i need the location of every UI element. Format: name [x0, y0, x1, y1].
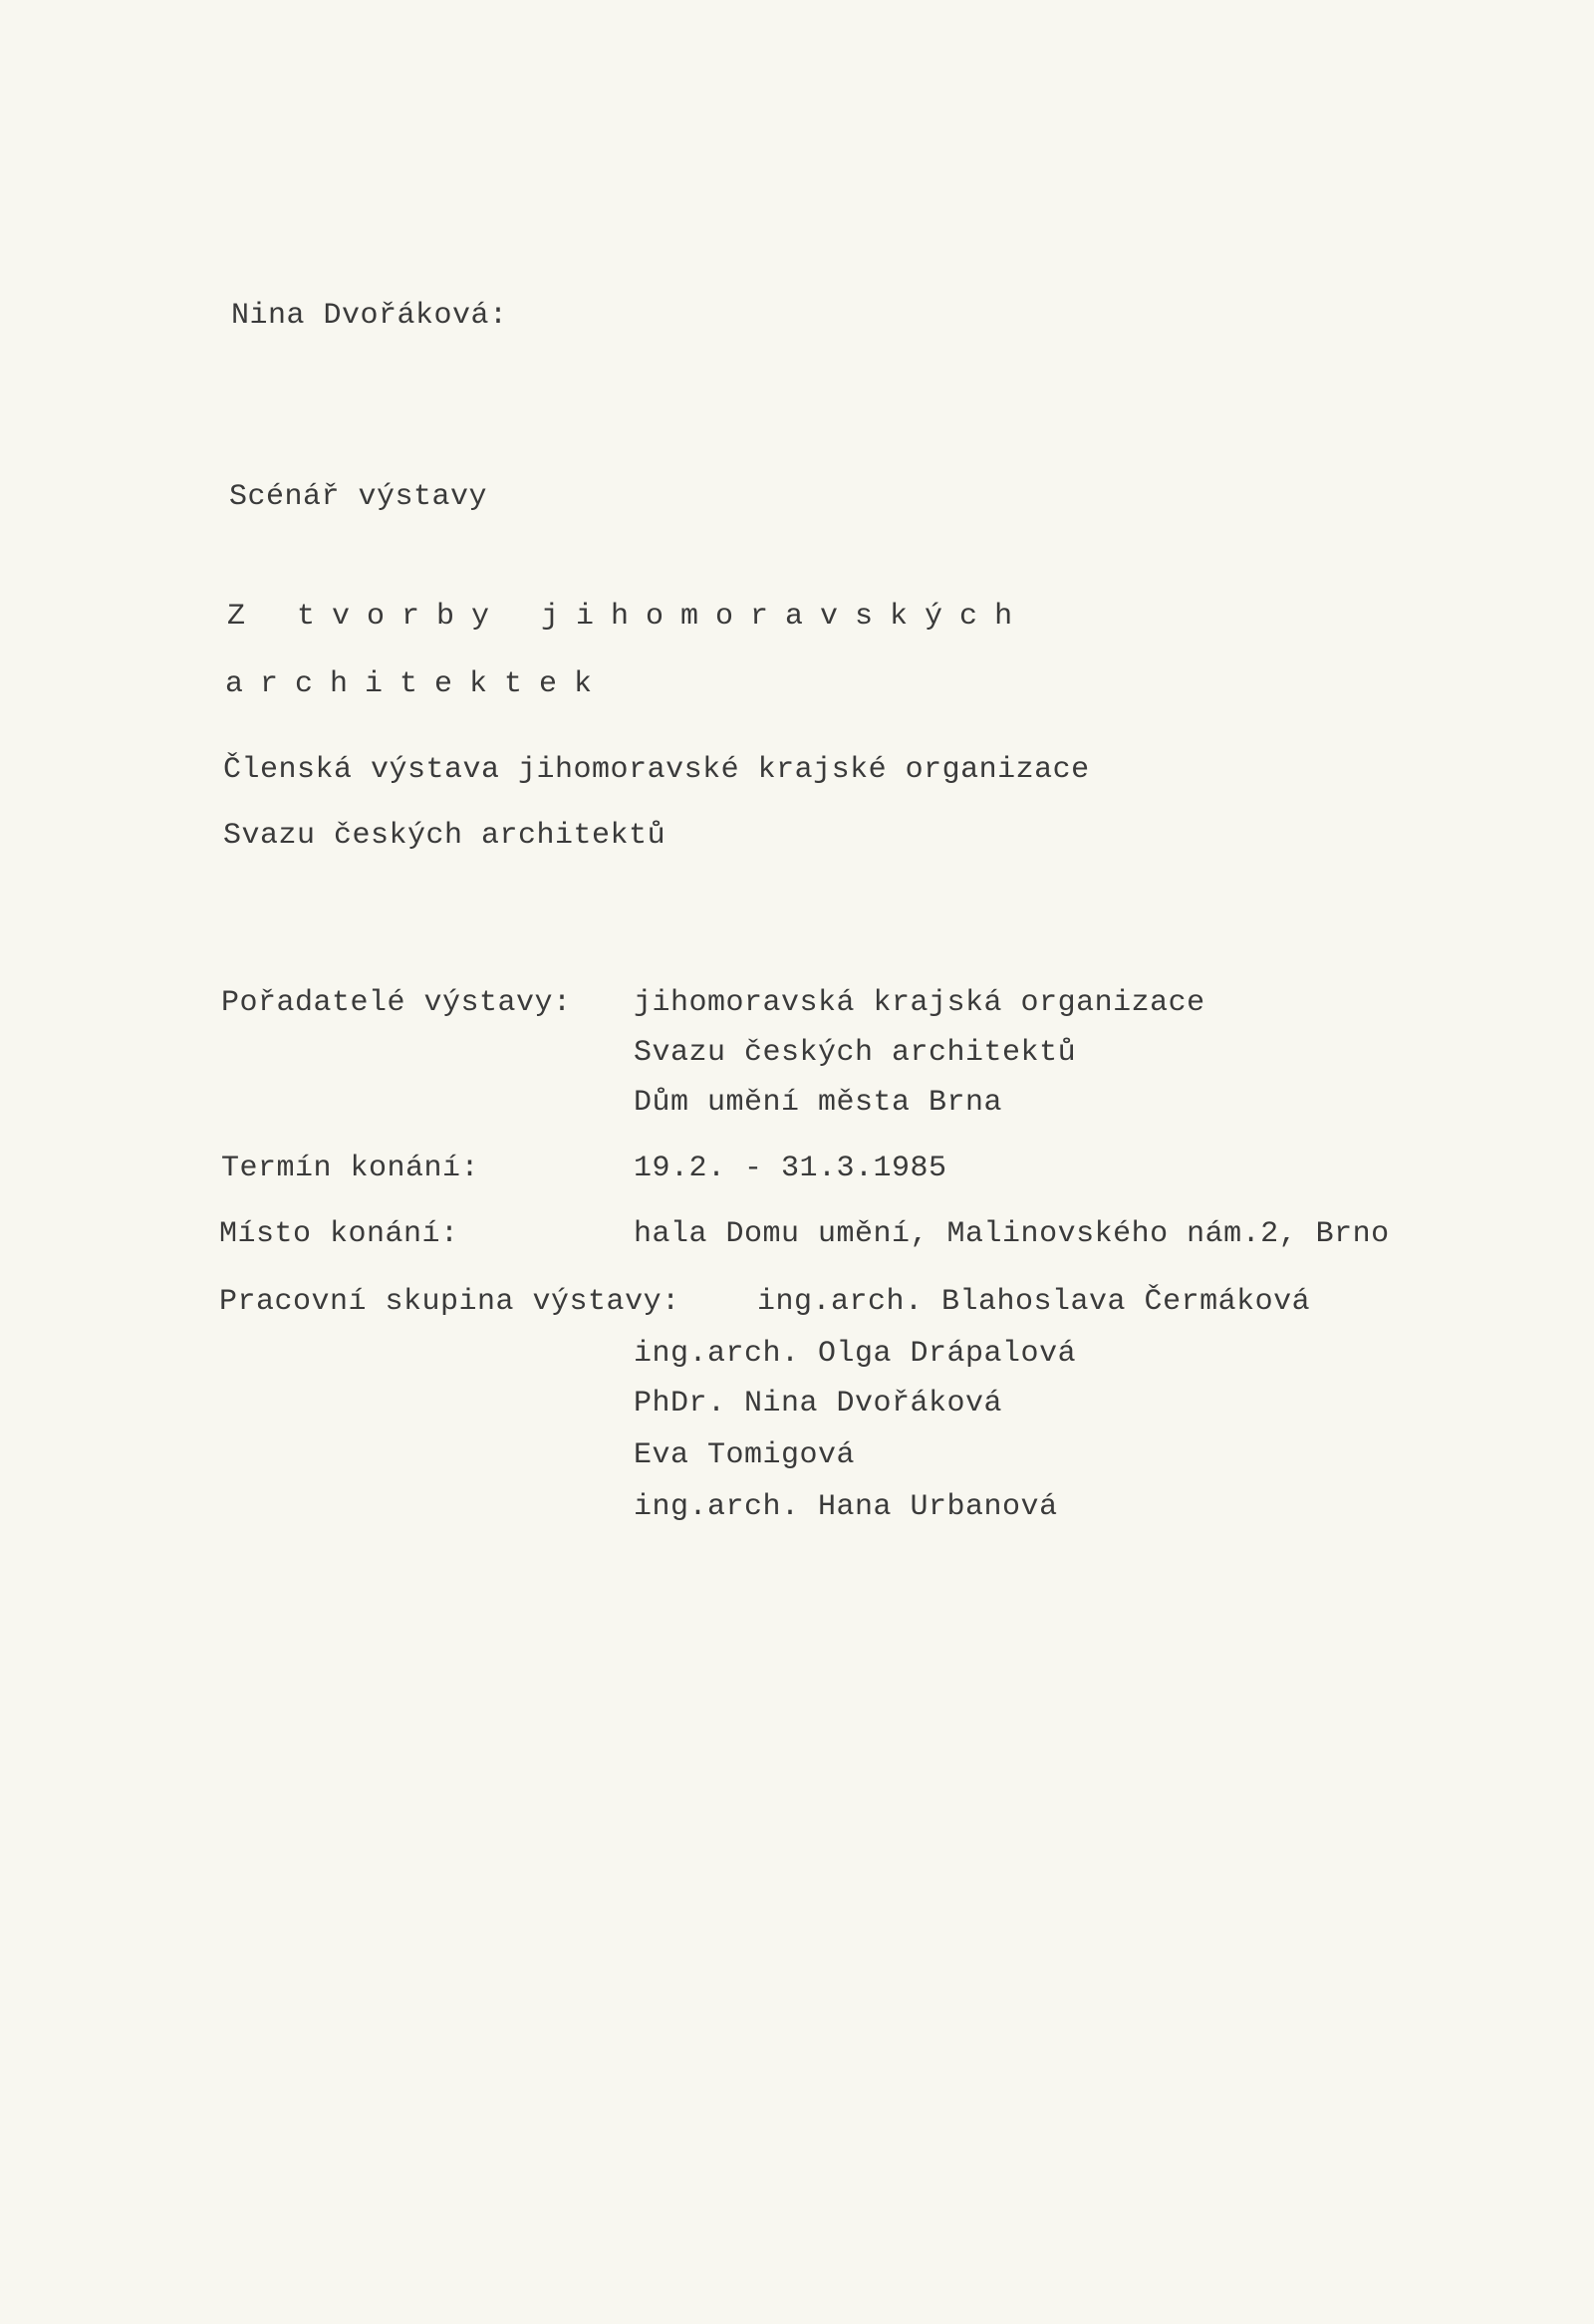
subtitle-line-1: Členská výstava jihomoravské krajské organizace — [223, 753, 1090, 787]
subtitle-line-2: Svazu českých architektů — [223, 819, 666, 853]
date-label: Termín konání: — [221, 1152, 480, 1185]
organizers-label: Pořadatelé výstavy: — [221, 986, 572, 1020]
organizer-line: Svazu českých architektů — [634, 1036, 1077, 1070]
team-member: ing.arch. Hana Urbanová — [634, 1490, 1058, 1524]
team-member: Eva Tomigová — [634, 1438, 856, 1472]
team-member-first: ing.arch. Blahoslava Čermáková — [757, 1285, 1311, 1319]
date-value: 19.2. - 31.3.1985 — [634, 1152, 947, 1185]
organizer-line: jihomoravská krajská organizace — [634, 986, 1205, 1020]
venue-label: Místo konání: — [219, 1217, 459, 1251]
exhibition-title-line-1: Z tvorby jihomoravských — [227, 600, 1030, 634]
document-type: Scénář výstavy — [229, 480, 488, 514]
exhibition-title-line-2: architektek — [225, 667, 610, 701]
team-member: ing.arch. Olga Drápalová — [634, 1337, 1077, 1371]
team-label: Pracovní skupina výstavy: — [219, 1285, 680, 1319]
team-member: PhDr. Nina Dvořáková — [634, 1387, 1003, 1420]
author-name: Nina Dvořáková: — [231, 299, 508, 333]
organizer-line: Dům umění města Brna — [634, 1086, 1003, 1120]
venue-value: hala Domu umění, Malinovského nám.2, Brno — [634, 1217, 1390, 1251]
